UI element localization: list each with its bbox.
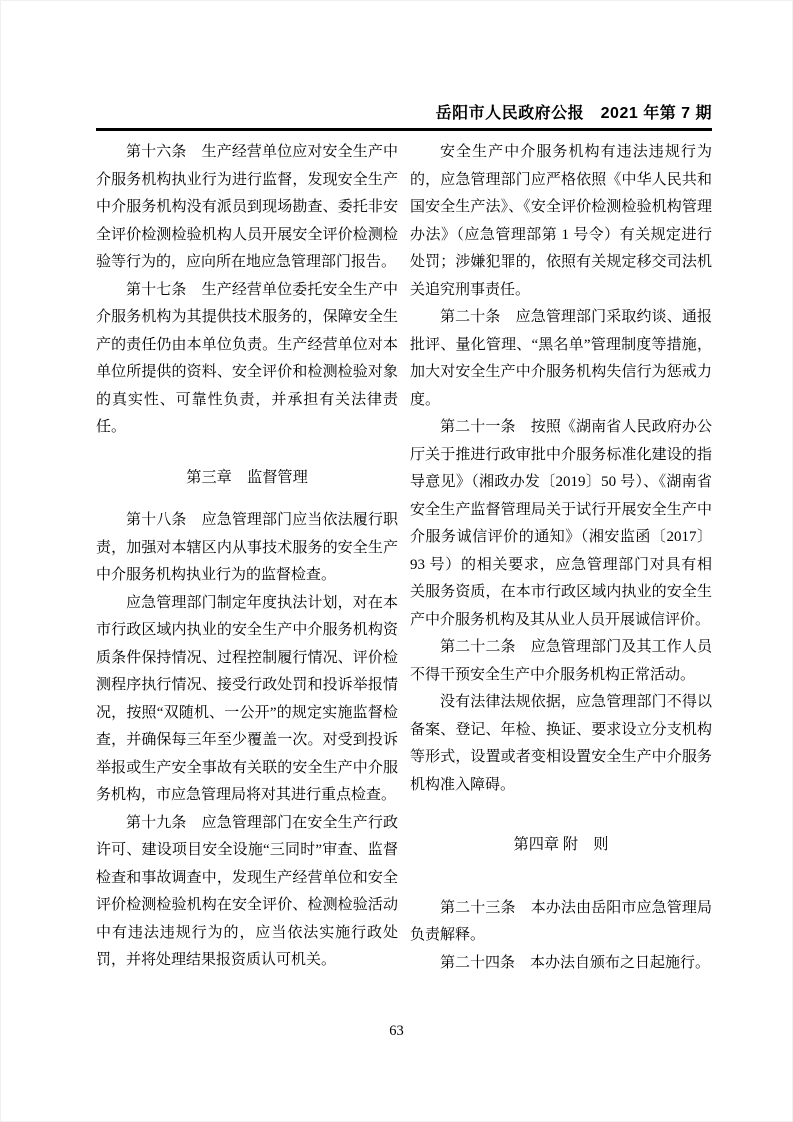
article-21-paragraph: 第二十一条 按照《湖南省人民政府办公厅关于推进行政审批中介服务标准化建设的指导意见》（湘政办发〔2019〕50 号）、《湖南省安全生产监督管理局关于试行开展安全生产中介服务诚信评价的通知》（湘安监函〔2017〕93 号）的相关要求，应急管理部门对具有相关服务资质，在本市行政区域内执业的安全生产中介服务机构及其从业人员开展诚信评价。	[410, 419, 712, 628]
page-content	[96, 139, 712, 977]
header-rule	[96, 128, 712, 131]
left-column	[96, 139, 398, 977]
article-17-paragraph: 第十七条 生产经营单位委托安全生产中介服务机构为其提供技术服务的，保障安全生产的责任仍由本单位负责。生产经营单位对本单位所提供的资料、安全评价和检测检验对象的真实性、可靠性负责，并承担有关法律责任。	[96, 281, 398, 435]
right-column	[410, 139, 712, 977]
chapter-3-heading: 第三章 监督管理	[186, 468, 308, 486]
page-footer	[1, 1023, 792, 1040]
article-16-paragraph: 第十六条 生产经营单位应对安全生产中介服务机构执业行为进行监督，发现安全生产中介服务机构没有派员到现场勘查、委托非安全评价检测检验机构人员开展安全评价检测检验等行为的，应向所在地应急管理部门报告。	[96, 144, 398, 270]
page-number: 63	[389, 1023, 404, 1039]
article-19-paragraph: 第十九条 应急管理部门在安全生产行政许可、建设项目安全设施“三同时”审查、监督检查和事故调查中，发现生产经营单位和安全评价检测检验机构在安全评价、检测检验活动中有违法违规行为的，应当依法实施行政处罚，并将处理结果报资质认可机关。	[96, 814, 398, 968]
article-18-paragraph: 第十八条 应急管理部门应当依法履行职责，加强对本辖区内从事技术服务的安全生产中介服务机构执业行为的监督检查。	[96, 512, 398, 583]
article-20-paragraph: 第二十条 应急管理部门采取约谈、通报批评、量化管理、“黑名单”管理制度等措施，加大对安全生产中介服务机构失信行为惩戒力度。	[410, 309, 712, 408]
enforcement-plan-paragraph: 应急管理部门制定年度执法计划，对在本市行政区域内执业的安全生产中介服务机构资质条件保持情况、过程控制履行情况、评价检测程序执行情况、接受行政处罚和投诉举报情况，按照“双随机、一公开”的规定实施监督检查，并确保每三年至少覆盖一次。对受到投诉举报或生产安全事故有关联的安全生产中介服务机构，市应急管理局将对其进行重点检查。	[96, 594, 398, 803]
article-23-paragraph: 第二十三条 本办法由岳阳市应急管理局负责解释。	[410, 899, 712, 943]
no-barrier-paragraph: 没有法律法规依据，应急管理部门不得以备案、登记、年检、换证、要求设立分支机构等形式，设置或者变相设置安全生产中介服务机构准入障碍。	[410, 694, 712, 793]
chapter-4-heading: 第四章 附 则	[513, 836, 609, 853]
penalty-clause-paragraph: 安全生产中介服务机构有违法违规行为的，应急管理部门应严格依照《中华人民共和国安全生产法》、《安全评价检测检验机构管理办法》（应急管理部第 1 号令）有关规定进行处罚；涉嫌犯罪的，依照有关规定移交司法机关追究刑事责任。	[410, 144, 712, 298]
gazette-title: 岳阳市人民政府公报 2021 年第 7 期	[435, 105, 712, 122]
page-header	[96, 1, 712, 131]
article-24-paragraph: 第二十四条 本办法自颁布之日起施行。	[440, 954, 711, 971]
article-22-paragraph: 第二十二条 应急管理部门及其工作人员不得干预安全生产中介服务机构正常活动。	[410, 639, 712, 683]
